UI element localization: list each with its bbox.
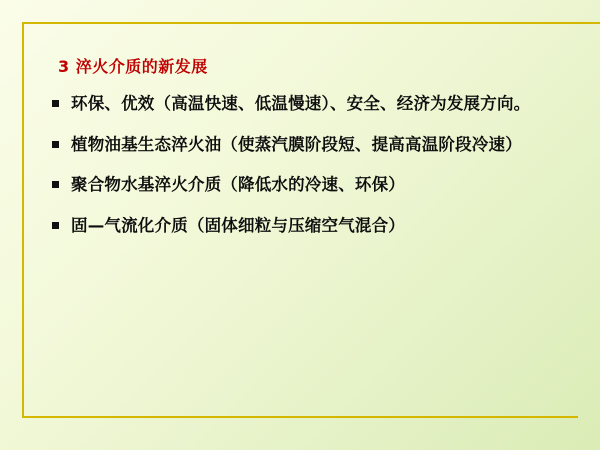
list-item-text: 聚合物水基淬火介质（降低水的冷速、环保） [71, 175, 405, 195]
slide-content [52, 54, 576, 253]
decorative-top-rule [22, 22, 600, 24]
list-item-text: 固—气流化介质（固体细粒与压缩空气混合） [71, 215, 405, 235]
slide-title: 3 淬火介质的新发展 [58, 57, 208, 76]
square-bullet-icon [52, 141, 59, 148]
list-item [52, 172, 576, 198]
list-item-text: 植物油基生态淬火油（使蒸汽膜阶段短、提高高温阶段冷速） [71, 134, 522, 154]
square-bullet-icon [52, 222, 59, 229]
list-item [52, 91, 576, 117]
list-item [52, 213, 576, 239]
decorative-left-rule [22, 22, 24, 418]
decorative-bottom-rule [22, 416, 578, 418]
square-bullet-icon [52, 181, 59, 188]
list-item-text: 环保、优效（高温快速、低温慢速）、安全、经济为发展方向。 [71, 94, 531, 113]
bullet-list [52, 91, 576, 238]
square-bullet-icon [52, 100, 59, 107]
list-item [52, 132, 576, 158]
